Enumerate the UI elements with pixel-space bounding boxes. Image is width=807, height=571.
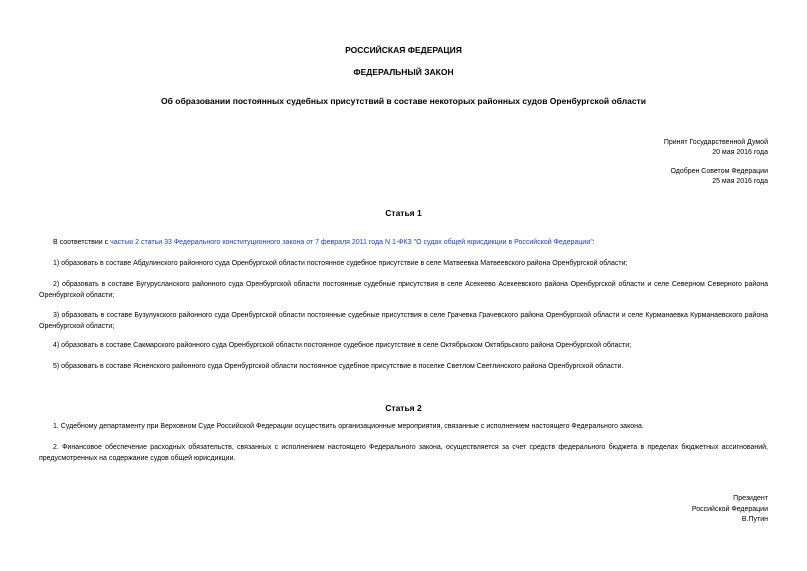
article-1-heading: Статья 1 [385,208,422,218]
article-1-item-text: 2) образовать в составе Бугурусланского районного суда Оренбургской области постоянные судебные присутствия в селе Асекеево Асекеевского района Оренбургской области и селе Северном Северного района Оренбургской области; [39,281,768,299]
council-approval-date: 25 мая 2016 года [712,178,768,185]
document-type-heading: ФЕДЕРАЛЬНЫЙ ЗАКОН [353,67,454,77]
article-1-intro-text: В соответствии с [53,239,111,246]
document-title: Об образовании постоянных судебных присутствий в составе некоторых районных судов Оренбургской области [161,96,646,106]
duma-adoption-date: 20 мая 2016 года [712,149,768,156]
council-approval-block [670,167,768,187]
country-heading: РОССИЙСКАЯ ФЕДЕРАЦИЯ [345,45,462,55]
article-1-item [39,310,768,332]
article-1-intro [39,237,768,248]
signature-org: Российской Федерации [691,505,768,513]
duma-adoption-label: Принят Государственной Думой [663,139,768,146]
article-1-item [39,258,768,269]
article-2-item-text: 2. Финансовое обеспечение расходных обязательств, связанных с исполнением настоящего Федерального закона, осуществляется за счет средств федерального бюджета в пределах бюджетных ассигнований, предусмотренных на содержание судов общей юрисдикции. [39,444,768,462]
article-2-item [39,442,768,464]
council-approval-label: Одобрен Советом Федерации [670,168,768,175]
article-1-intro-end: : [592,239,595,246]
article-1-item-text: 3) образовать в составе Бузулукского районного суда Оренбургской области постоянные судебные присутствия в селе Грачевка Грачевского района Оренбургской области и селе Курманаевка Курманаевского района Оренбургской области; [39,312,768,330]
article-1-item-text: 5) образовать в составе Ясненского районного суда Оренбургской области постоянное судебное присутствие в поселке Светлом Светлинского района Оренбургской области. [53,363,624,370]
signature-title: Президент [733,495,768,502]
article-1-item [39,279,768,301]
article-1-item [39,361,768,372]
signature-block [692,494,768,526]
article-2-item-text: 1. Судебному департаменту при Верховном Суде Российской Федерации осуществить организационные мероприятия, связанные с исполнением настоящего Федерального закона. [53,423,644,430]
article-1-item [39,340,768,351]
article-2-heading: Статья 2 [385,403,422,413]
signature-name: В.Путин [741,516,768,523]
law-reference-link[interactable]: частью 2 статьи 33 Федерального конституционного закона от 7 февраля 2011 года N 1-ФКЗ "О судах общей юрисдикции в Российской Федерации" [110,239,593,246]
article-1-item-text: 4) образовать в составе Сакмарского районного суда Оренбургской области постоянное судебное присутствие в селе Октябрьском Октябрьского района Оренбургской области; [53,342,632,349]
duma-adoption-block [664,138,768,158]
article-2-item [39,421,768,432]
article-1-item-text: 1) образовать в составе Абдулинского районного суда Оренбургской области постоянное судебное присутствие в селе Матвеевка Матвеевского района Оренбургской области; [53,260,628,267]
